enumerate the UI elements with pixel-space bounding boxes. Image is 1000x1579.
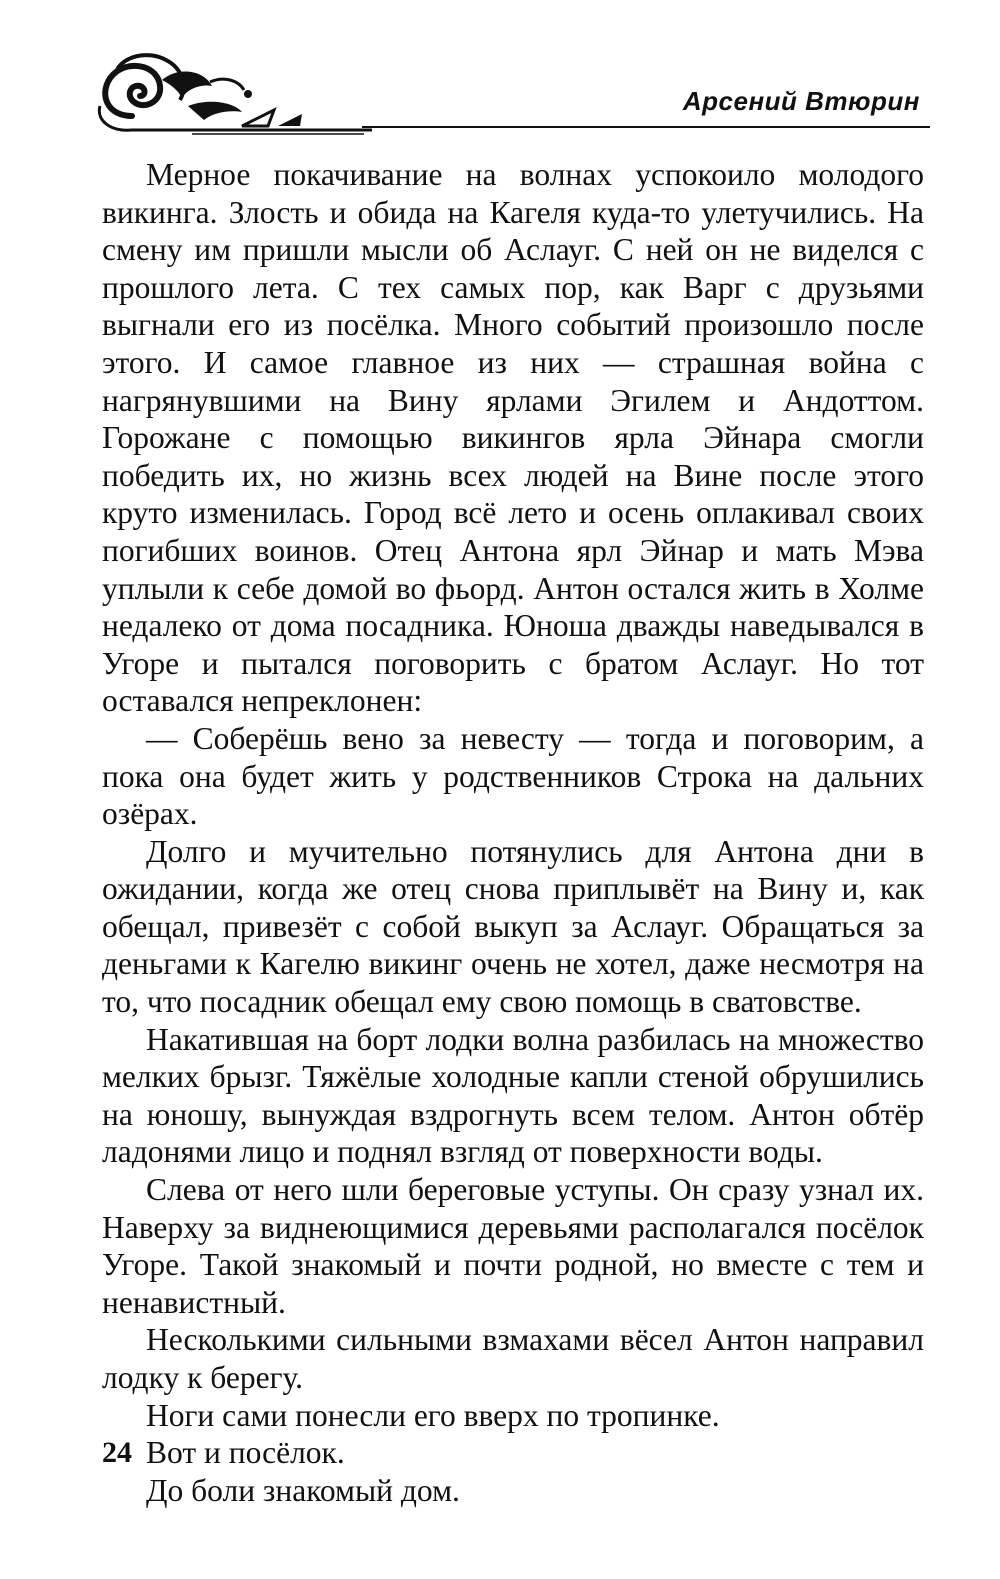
paragraph: Долго и мучительно потянулись для Антона дни в ожидании, когда же отец снова приплывёт на Вину и, как обещал, привезёт с собой выкуп за Аслауг. Обращаться за деньгами к Кагелю викинг очень не хотел, даже несмотря на то, что посадник обещал ему свою помощь в сватовстве.: [102, 833, 924, 1020]
header-rule: [362, 126, 930, 128]
paragraph: Несколькими сильными взмахами вёсел Антон направил лодку к берегу.: [102, 1322, 924, 1395]
decorative-scroll-ornament-icon: [92, 46, 412, 138]
body-text: [102, 156, 924, 1509]
page-number: 24: [102, 1436, 132, 1469]
paragraph: Накатившая на борт лодки волна разбилась на множество мелких брызг. Тяжёлые холодные капли стеной обрушились на юношу, вынуждая вздрогнуть всем телом. Антон обтёр ладонями лицо и поднял взгляд от поверхности воды.: [102, 1021, 924, 1170]
paragraph: Вот и посёлок.: [146, 1435, 345, 1471]
paragraph: Ноги сами понесли его вверх по тропинке.: [146, 1397, 720, 1433]
paragraph: — Соберёшь вено за невесту — тогда и поговорим, а пока она будет жить у родственников Строка на дальних озёрах.: [102, 720, 924, 832]
paragraph: До боли знакомый дом.: [146, 1472, 460, 1508]
author-name: Арсений Втюрин: [682, 86, 920, 116]
paragraph: Мерное покачивание на волнах успокоило молодого викинга. Злость и обида на Кагеля куда-то улетучились. На смену им пришли мысли об Аслауг. С ней он не виделся с прошлого лета. С тех самых пор, как Варг с друзьями выгнали его из посёлка. Много событий произошло после этого. И самое главное из них — страшная война с нагрянувшими на Вину ярлами Эгилем и Андоттом. Горожане с помощью викингов ярла Эйнара смогли победить их, но жизнь всех людей на Вине после этого круто изменилась. Город всё лето и осень оплакивал своих погибших воинов. Отец Антона ярл Эйнар и мать Мэва уплыли к себе домой во фьорд. Антон остался жить в Холме недалеко от дома посадника. Юноша дважды наведывался в Угоре и пытался поговорить с братом Аслауг. Но тот оставался непреклонен:: [102, 157, 924, 719]
running-header: [92, 46, 930, 138]
paragraph: Слева от него шли береговые уступы. Он сразу узнал их. Наверху за виднеющимися деревьями располагался посёлок Угоре. Такой знакомый и почти родной, но вместе с тем и ненавистный.: [102, 1172, 924, 1320]
